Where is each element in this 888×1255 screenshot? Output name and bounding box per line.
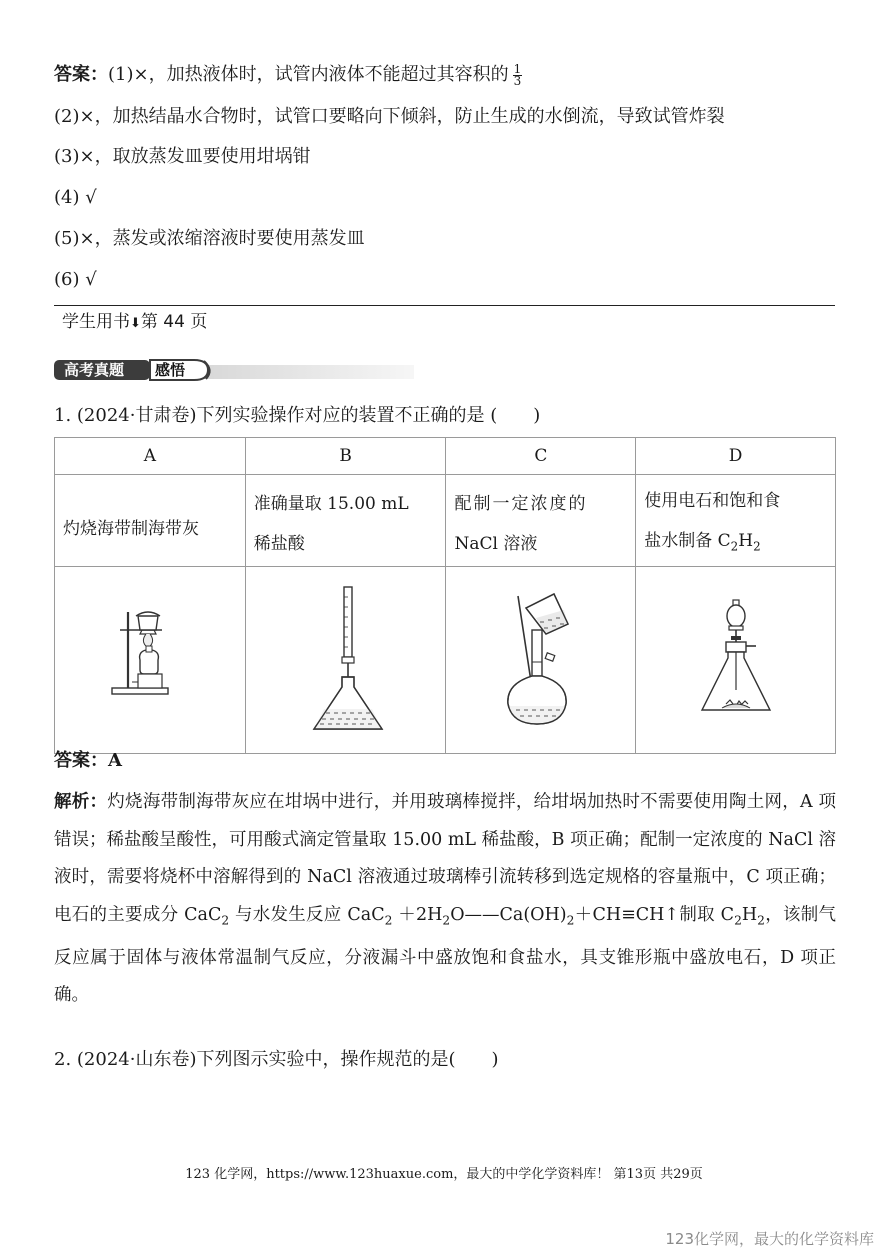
answer-item-6: (6) √ bbox=[54, 269, 97, 290]
desc-a: 灼烧海带制海带灰 bbox=[55, 475, 246, 567]
q1-stem: 1. (2024·甘肃卷)下列实验操作对应的装置不正确的是 ( ) bbox=[54, 405, 541, 426]
q2-stem: 2. (2024·山东卷)下列图示实验中，操作规范的是( ) bbox=[54, 1049, 499, 1070]
crucible-burner-apparatus-icon bbox=[110, 608, 190, 708]
answer-item-1: (1)×，加热液体时，试管内液体不能超过其容积的 bbox=[108, 64, 509, 85]
answer-line-1 bbox=[54, 62, 522, 88]
answer-label: 答案： bbox=[54, 64, 108, 85]
desc-d: 使用电石和饱和食 盐水制备 $C_2H_2$ bbox=[636, 475, 836, 567]
volumetric-flask-pouring-icon bbox=[496, 588, 586, 728]
burette-flask-apparatus-icon bbox=[306, 583, 386, 733]
header-a: A bbox=[55, 438, 246, 475]
q1-explanation: 解析：灼烧海带制海带灰应在坩埚中进行，并用玻璃棒搅拌，给坩埚加热时不需要使用陶土网，A 项错误；稀盐酸呈酸性，可用酸式滴定管量取 15.00 mL 稀盐酸，B 项正确；配制一定浓度的 NaCl 溶液时，需要将烧杯中溶解得到的 NaCl 溶液通过玻璃棒引流转移到选定规格的容量瓶中，C 项正确；电石的主要成分 CaC$_2$ 与水发生反应 $CaC_2 +2H_2O——Ca(OH)_2+CH\equiv CH↑$制取 $C_2H_2$，该制气反应属于固体与液体常温制气反应，分液漏斗中盛放饱和食盐水，具支锥形瓶中盛放电石，D 项正确。 bbox=[54, 792, 837, 1005]
table-header-row bbox=[55, 438, 836, 475]
q1-answer-line bbox=[54, 748, 122, 774]
banner-tag-ganwu: 感悟 bbox=[155, 361, 186, 379]
explanation-label: 解析： bbox=[54, 792, 108, 812]
desc-b: 准确量取 15.00 mL 稀盐酸 bbox=[245, 475, 446, 567]
apparatus-a-cell bbox=[55, 567, 246, 754]
header-d: D bbox=[636, 438, 836, 475]
exam-banner bbox=[54, 359, 414, 381]
q1-answer-label: 答案： bbox=[54, 750, 108, 771]
answer-item-5: (5)×，蒸发或浓缩溶液时要使用蒸发皿 bbox=[54, 228, 365, 249]
fraction-one-third: $\frac{1}{3}$ bbox=[513, 61, 522, 88]
down-arrow-icon: ⬇ bbox=[130, 316, 141, 331]
apparatus-d-cell bbox=[636, 567, 836, 754]
desc-c: 配制一定浓度的 NaCl 溶液 bbox=[446, 475, 636, 567]
table-description-row bbox=[55, 475, 836, 567]
table-apparatus-row bbox=[55, 567, 836, 754]
answer-item-3: (3)×，取放蒸发皿要使用坩埚钳 bbox=[54, 146, 311, 167]
apparatus-c-cell bbox=[446, 567, 636, 754]
page-footer: 123 化学网，https://www.123huaxue.com，最大的中学化学资料库！ 第13页 共29页 bbox=[185, 1167, 703, 1182]
header-c: C bbox=[446, 438, 636, 475]
separatory-funnel-flask-icon bbox=[696, 598, 776, 718]
answer-item-4: (4) √ bbox=[54, 187, 97, 208]
section-divider bbox=[54, 305, 835, 306]
banner-tag-gaokao: 高考真题 bbox=[64, 361, 125, 379]
watermark-text: 123化学网，最大的化学资料库 bbox=[665, 1230, 874, 1248]
page-reference: 学生用书⬇第 44 页 bbox=[62, 312, 208, 332]
answer-item-2: (2)×，加热结晶水合物时，试管口要略向下倾斜，防止生成的水倒流，导致试管炸裂 bbox=[54, 106, 725, 127]
header-b: B bbox=[245, 438, 446, 475]
q1-options-table bbox=[54, 437, 836, 754]
q1-answer-value: A bbox=[108, 750, 122, 771]
apparatus-b-cell bbox=[245, 567, 446, 754]
